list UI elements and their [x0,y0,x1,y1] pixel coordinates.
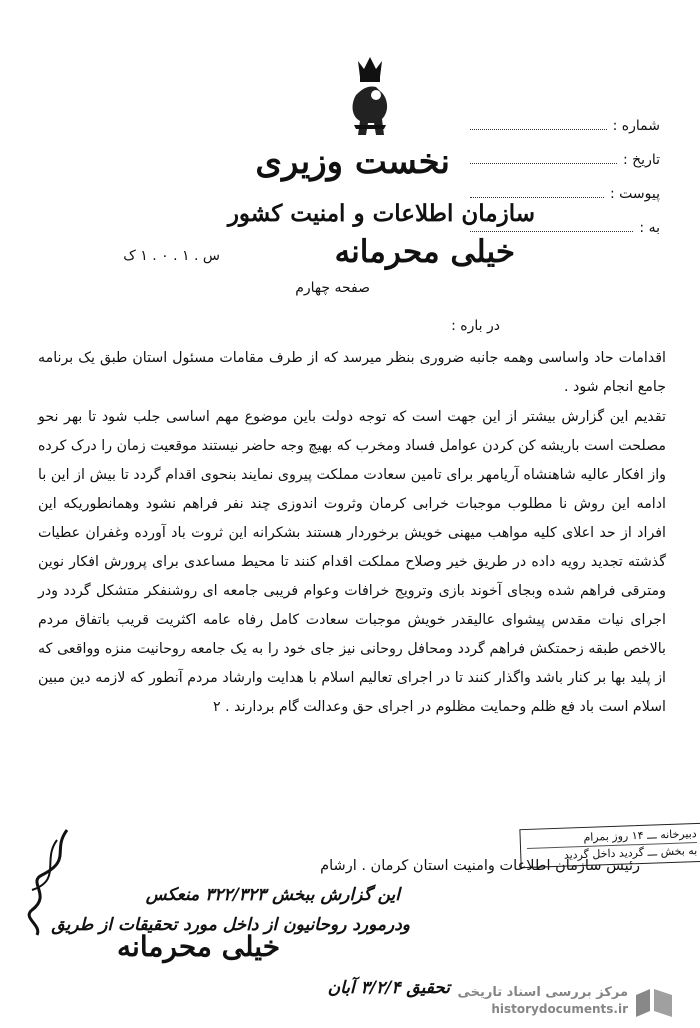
watermark-url: historydocuments.ir [491,1002,628,1016]
body-paragraph: تقدیم این گزارش بیشتر از این جهت است که توجه دولت باین موضوع مهم اساسی جلب شود تا بهر نحو مصلحت است باریشه کن کردن عوامل فساد ومخرب که بهیچ وجه حاضر نیستند موقعیت زمان را درک کرده واز افکار عالیه شاهنشاه آریامهر برای تامین سعادت مملکت پیروی نمایند بنحوی اقدام گردد تا بیش از این با ادامه این روش نا مطلوب موجبات خرابی کرمان وثروت اندوزی چند نفر فراهم نشود وهمانطوریکه این افراد از حد اعلای کلیه مواهب میهنی خویش برخوردار هستند بشکرانه این ثروت باد آورده وغفران عطیات گذشته تجدید رویه داده در طریق خیر وصلاح مملکت اقدام کنند تا محیط مساعدی برای پرورش افکار نوین ومترقی فراهم شده وبجای آخوند بازی وترویج خرافات وعوام فریبی جامعه ای روشنفکر متشکل گردد ودر اجرای نیات مقدس پیشوای عالیقدر خویش موجبات سعادت کامل رفاه عامه اکثریت قریب باتفاق مردم بالاخص طبقه زحمتکش فراهم گردد ومحافل روحانی نیز جای خود را به یک جامعه روحانیت منزه وواقعی که از پلید بها بر کنار باشد واگذار کنند تا در اجرای تعالیم اسلام با هدایت وارشاد مردم آنطور که لازمه دین مبین اسلام است باد فع ظلم وحمایت مظلوم در اجرای حق وعدالت گام بردارند . ۲ [38,409,666,715]
classification-repeat: خیلی محرمانه [117,930,280,963]
to-label: به : [639,220,660,236]
subject-label: در باره : [451,318,500,334]
meta-row-date [470,144,660,168]
dotted-line [470,196,604,198]
watermark [458,985,629,1016]
signature-line: رئیس سازمان اطلاعات وامنیت استان کرمان . ارشام [320,858,640,874]
dotted-line [470,128,607,130]
attachment-label: پیوست : [610,186,660,202]
number-label: شماره : [612,118,660,134]
watermark-persian: مرکز بررسی اسناد تاریخی [457,985,628,1000]
organization-name: سازمان اطلاعات و امنیت کشور [227,200,535,227]
meta-row-to [470,212,660,236]
dotted-line [470,230,633,232]
meta-fields [470,110,660,246]
page-label: صفحه چهارم [295,280,370,296]
reference-number: س . ۱ . ۰ . ۱ ک [123,248,220,264]
ministry-title: نخست وزیری [255,142,450,182]
handwritten-note: تحقیق ۳/۲/۴ آبان [327,978,450,998]
stamp-line: به بخش ـــ گردید داخل گردید [563,844,698,862]
meta-row-attachment [470,178,660,202]
body-paragraph: اقدامات حاد واساسی وهمه جانبه ضروری بنظر میرسد که از طرف مقامات مسئول استان طبق یک برنامه جامع انجام شود . [38,350,666,395]
document-body [38,344,666,723]
classification-label: خیلی محرمانه [334,234,515,270]
handwritten-note: ودرمورد روحانیون از داخل مورد تحقیقات از طریق [51,915,410,935]
dotted-line [470,162,617,164]
meta-row-number [470,110,660,134]
stamp-line: دبیرخانه ـــ ۱۴ روز بمرام [526,826,696,849]
date-label: تاریخ : [622,152,660,168]
history-documents-logo-icon [632,985,676,1021]
handwritten-note: این گزارش ببخش ۳۲۲/۳۲۳ منعکس [145,885,400,905]
lion-and-crown-emblem-icon [340,55,400,145]
